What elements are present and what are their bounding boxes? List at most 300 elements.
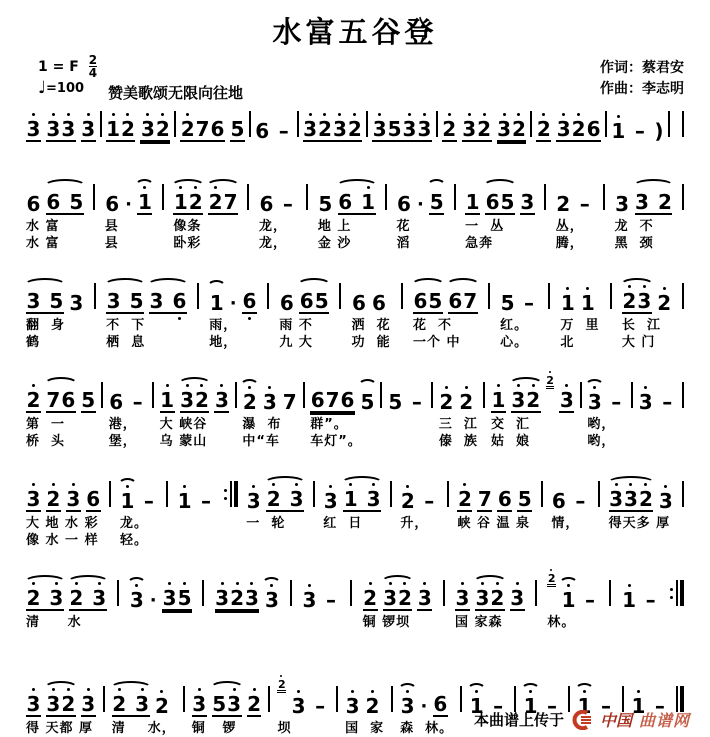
note-digit: 6: [497, 487, 512, 511]
lyric-row: 国 家森: [455, 615, 503, 630]
music-line: [26, 181, 684, 252]
measure-notes: [112, 683, 170, 720]
lyric-row: 滔: [396, 236, 411, 251]
measure: [177, 478, 215, 549]
dash-extension: –: [600, 694, 611, 718]
note-digit: 2: [277, 678, 286, 691]
note-group: [465, 192, 480, 215]
note-digit: 3: [92, 586, 107, 610]
lyric-row: 轻。: [119, 533, 148, 548]
note-digit: 3: [455, 586, 470, 610]
note-group: [397, 194, 412, 215]
measure: [556, 181, 594, 252]
note-digit: 2: [230, 586, 245, 610]
measure: [622, 577, 660, 631]
note-digit: 2: [112, 692, 127, 716]
note-group: [311, 696, 329, 717]
barline: [609, 580, 611, 606]
note-digit: 2: [155, 694, 169, 718]
lyric-row: 功 能: [351, 335, 391, 350]
measure: [302, 577, 340, 631]
lyric-row: 得天多 厚: [608, 516, 671, 531]
note-group: [556, 119, 601, 142]
note-group: [457, 489, 472, 512]
note-group: [282, 392, 297, 413]
note-group: [192, 694, 207, 717]
measure-notes: [105, 181, 153, 218]
note-digit: 2: [61, 692, 76, 716]
note-group: [520, 192, 535, 215]
measure: [560, 280, 599, 351]
measure-notes: [372, 108, 432, 145]
barline: [603, 184, 605, 210]
note-group: [214, 390, 229, 413]
measure: [26, 280, 84, 351]
note-digit: 2: [556, 192, 571, 216]
note-digit: 1: [631, 694, 646, 718]
note-digit: 7: [477, 487, 492, 511]
note-group: [247, 694, 262, 717]
measure: [455, 577, 525, 631]
dash-extension: –: [662, 390, 673, 414]
song-subtitle: 赞美歌颂无限向往地: [108, 84, 244, 102]
note-group: [388, 392, 403, 413]
measure: [277, 678, 329, 737]
note-digit: 2: [657, 190, 672, 214]
note-group: [439, 392, 454, 413]
measure-notes: [491, 374, 574, 416]
barline: [610, 283, 612, 309]
barline: [391, 686, 393, 712]
barline: [380, 382, 382, 408]
measure: [303, 108, 363, 145]
lyric-row: 洒 花: [351, 318, 391, 333]
measure-notes: [611, 108, 664, 145]
measure-notes: [173, 181, 238, 218]
upload-text: 本曲谱上传于: [473, 711, 564, 729]
note-digit: 3: [497, 117, 511, 141]
note-digit: 6: [46, 190, 61, 214]
measure: [465, 181, 535, 252]
note-digit: 2: [247, 692, 261, 716]
barline: [385, 184, 387, 210]
lyric-row: 卧彩: [173, 236, 202, 251]
measure: [490, 374, 574, 450]
barline: [682, 481, 684, 507]
measure-notes: [26, 280, 84, 317]
note-group: [81, 390, 96, 413]
dash-extension: –: [579, 192, 590, 216]
key-signature: 1 = F: [38, 59, 79, 75]
lyric-row: 不 下: [106, 318, 146, 333]
measure-notes: [26, 181, 84, 218]
note-digit: 6: [397, 192, 411, 216]
note-digit: 3: [61, 117, 76, 141]
note-group: [475, 588, 505, 611]
note-group: [580, 293, 595, 314]
lyric-row: 长 江: [621, 318, 661, 333]
note-group: [654, 121, 664, 142]
lyric-row: 港，: [108, 417, 137, 432]
music-score: [0, 108, 710, 737]
note-group: [266, 489, 304, 512]
note-digit: 5: [314, 289, 329, 313]
measure-notes: [442, 108, 527, 145]
note-group: [26, 588, 64, 611]
note-group: [81, 694, 96, 717]
note-group: [400, 491, 415, 512]
barline: [548, 283, 550, 309]
note-group: [302, 590, 317, 611]
augmentation-dot: ·: [125, 194, 132, 215]
note-group: [615, 194, 630, 215]
lyric-row: 交 汇: [490, 417, 531, 432]
note-group: [517, 489, 532, 512]
note-digit: 6: [352, 291, 366, 315]
note-digit: 2: [266, 487, 281, 511]
measure: [26, 108, 96, 145]
note-group: [497, 489, 512, 512]
note-digit: 7: [325, 388, 340, 412]
note-group: [160, 390, 175, 413]
song-title: 水富五谷登: [272, 15, 438, 49]
note-digit: 3: [192, 692, 207, 716]
lyric-row: 情，: [551, 516, 580, 531]
note-group: [318, 194, 333, 215]
note-group: [69, 588, 107, 611]
measure-notes: [177, 478, 215, 515]
dash-extension: –: [634, 119, 645, 143]
barline: [162, 184, 164, 210]
note-digit: 5: [360, 390, 375, 414]
measure-notes: [129, 577, 192, 614]
note-group: [173, 192, 203, 215]
measure-notes: [363, 577, 433, 614]
note-group: [86, 489, 101, 512]
measure-notes: [209, 280, 257, 317]
note-group: [442, 119, 457, 142]
note-digit: 3: [46, 117, 61, 141]
note-digit: 1: [611, 119, 626, 143]
barline: [290, 580, 292, 606]
note-digit: 1: [209, 291, 224, 315]
barline: [390, 481, 392, 507]
lyric-row: 万 里: [560, 318, 600, 333]
note-group: [576, 194, 594, 215]
note-digit: 1: [491, 388, 506, 412]
measure: [246, 478, 304, 549]
dash-extension: –: [424, 489, 435, 513]
note-digit: 6: [433, 692, 448, 716]
note-group: [105, 194, 120, 215]
note-group: [46, 489, 61, 512]
tempo-marking: ♩ =100: [38, 78, 85, 98]
note-group: [556, 194, 571, 215]
barline: [431, 382, 433, 408]
lyric-row: 水 富: [26, 236, 60, 251]
note-digit: 2: [26, 388, 41, 412]
note-digit: 3: [345, 694, 360, 718]
measure-notes: [587, 379, 625, 416]
note-digit: 3: [372, 117, 387, 141]
repeat-dots: [224, 489, 227, 500]
note-group: [500, 293, 515, 314]
note-group: [310, 390, 355, 413]
note-group: [622, 291, 652, 314]
note-digit: 6: [86, 487, 101, 511]
measure: [547, 572, 599, 631]
note-digit: 6: [551, 489, 566, 513]
note-group: [230, 119, 245, 142]
note-digit: 1: [469, 694, 484, 718]
note-group: [46, 694, 76, 717]
note-digit: 1: [137, 190, 152, 214]
measure: [536, 108, 601, 145]
note-digit: 3: [26, 289, 41, 313]
measure-notes: [455, 577, 525, 614]
lyric-row: 三 江: [438, 417, 478, 432]
note-digit: 7: [46, 388, 61, 412]
note-digit: 3: [323, 489, 338, 513]
note-digit: 2: [439, 390, 454, 414]
lyric-row: 一 丛: [465, 219, 505, 234]
note-group: [561, 590, 576, 611]
lyric-row: 国 家: [345, 721, 385, 736]
note-group: [491, 390, 506, 413]
lyric-row: 哟，: [587, 417, 616, 432]
lyric-row: 一个 中: [413, 335, 461, 350]
note-digit: 2: [188, 190, 203, 214]
lyric-row: 龙 不: [614, 219, 654, 234]
note-group: [658, 491, 673, 512]
measure: [26, 379, 96, 450]
note-group: [408, 392, 426, 413]
lyric-row: 龙，: [258, 236, 287, 251]
note-group: [46, 390, 76, 413]
barline: [401, 283, 403, 309]
measure-notes: [551, 478, 589, 515]
lyric-row: 龙。: [119, 516, 148, 531]
lyric-row: 中“车: [242, 434, 280, 449]
note-digit: 1: [160, 388, 175, 412]
lyric-row: 栖 息: [106, 335, 146, 350]
note-digit: 5: [49, 289, 64, 313]
measure-notes: [323, 478, 381, 515]
note-group: [571, 491, 589, 512]
barline: [443, 580, 445, 606]
note-digit: 6: [485, 190, 500, 214]
measure: [106, 280, 187, 351]
note-group: [343, 489, 381, 512]
note-group: [26, 194, 41, 215]
measure: [609, 478, 674, 549]
measure-notes: [310, 379, 375, 416]
barline: [631, 382, 633, 408]
note-digit: 3: [66, 487, 81, 511]
lyric-row: 林。: [547, 615, 576, 630]
barline: [303, 382, 305, 408]
note-group: [448, 291, 478, 314]
measure-notes: [439, 379, 474, 416]
note-digit: 2: [511, 117, 526, 141]
measure: [345, 683, 384, 737]
lyric-row: 大 地 水 彩: [26, 516, 99, 531]
lyric-row: 黑 颈: [614, 236, 654, 251]
barline: [268, 686, 270, 712]
barline: [454, 184, 456, 210]
measure: [400, 478, 438, 549]
barline: [336, 686, 338, 712]
dash-extension: –: [645, 588, 656, 612]
note-digit: 3: [26, 692, 41, 716]
lyric-row: 群”。: [310, 417, 348, 432]
note-digit: 3: [264, 588, 279, 612]
note-group: [413, 291, 443, 314]
note-group: [112, 694, 150, 717]
note-digit: 5: [387, 117, 402, 141]
measure-notes: [26, 577, 107, 614]
lyric-row: 大 门: [621, 335, 656, 350]
sheet-header: [0, 10, 710, 108]
note-group: [609, 489, 654, 512]
note-digit: 3: [245, 586, 259, 610]
lyric-row: 第 一: [26, 417, 66, 432]
measure: [457, 478, 532, 549]
note-group: [155, 696, 170, 717]
music-line: [26, 374, 684, 450]
note-digit: 6: [259, 192, 274, 216]
dash-extension: –: [143, 489, 154, 513]
note-digit: 2: [459, 390, 474, 414]
note-digit: 2: [69, 586, 84, 610]
lyric-row: 花 不: [413, 318, 453, 333]
measure-notes: [500, 280, 538, 317]
note-digit: 6: [172, 289, 187, 313]
note-digit: 3: [81, 692, 96, 716]
note-digit: 6: [448, 289, 463, 313]
dash-extension: –: [325, 588, 336, 612]
note-digit: 3: [302, 588, 317, 612]
note-digit: 5: [429, 190, 444, 214]
note-digit: 6: [255, 119, 270, 143]
lyricist-credit: 作词：蔡君安: [600, 60, 684, 76]
note-digit: 3: [227, 692, 242, 716]
measure: [372, 108, 432, 145]
barline: [247, 184, 249, 210]
note-digit: 7: [195, 117, 210, 141]
note-digit: 7: [463, 289, 478, 313]
note-digit: 3: [475, 586, 490, 610]
measure: [259, 181, 297, 252]
measure: [106, 108, 171, 145]
lyric-row: 像条: [173, 219, 202, 234]
note-group: [81, 119, 96, 142]
note-digit: 6: [242, 289, 257, 313]
note-group: [299, 291, 329, 314]
measure-notes: [26, 478, 101, 515]
note-digit: 3: [140, 117, 155, 141]
lyric-row: 县: [104, 219, 119, 234]
note-group: [109, 392, 124, 413]
note-group: [137, 192, 152, 215]
note-digit: 3: [180, 388, 195, 412]
note-digit: 5: [428, 289, 443, 313]
barline-repeat: [670, 580, 684, 606]
note-digit: 6: [299, 289, 314, 313]
barline: [183, 686, 185, 712]
site-name-part2: 曲谱网: [638, 711, 690, 730]
lyric-row: 水 富: [26, 219, 60, 234]
measure-notes: [622, 280, 672, 317]
barline: [682, 184, 684, 210]
note-digit: 3: [106, 289, 121, 313]
note-group: [106, 119, 136, 142]
note-group: [657, 293, 672, 314]
note-group: [162, 588, 192, 611]
measure-notes: [106, 280, 187, 317]
note-group: [46, 119, 76, 142]
lyric-row: 坝: [277, 721, 292, 736]
note-digit: 5: [81, 388, 96, 412]
barline-double-gap: [668, 111, 684, 137]
note-group: [551, 491, 566, 512]
measure: [160, 379, 230, 450]
measure-notes: [303, 108, 363, 145]
note-digit: 1: [343, 487, 358, 511]
barline: [100, 111, 102, 137]
lyric-row: 翻 身: [26, 318, 66, 333]
grace-note: [277, 679, 286, 693]
note-digit: 3: [26, 117, 41, 141]
note-group: [642, 590, 660, 611]
note-digit: 3: [383, 586, 397, 610]
note-group: [459, 392, 474, 413]
note-digit: 5: [388, 390, 403, 414]
measure-notes: [465, 181, 535, 218]
dash-extension: –: [315, 694, 326, 718]
note-digit: 3: [291, 694, 306, 718]
note-group: [581, 590, 599, 611]
lyric-row: 雨 不: [279, 318, 313, 333]
note-group: [338, 192, 376, 215]
note-digit: 5: [230, 117, 245, 141]
dash-extension: –: [547, 694, 558, 718]
lyric-row: 雨，: [209, 318, 238, 333]
note-digit: 3: [26, 487, 41, 511]
note-digit: 5: [517, 487, 532, 511]
note-group: [26, 694, 41, 717]
barline: [202, 580, 204, 606]
lyric-row: 森 林。: [400, 721, 454, 736]
dash-extension: –: [493, 694, 504, 718]
lyric-row: 堡，: [108, 434, 137, 449]
dash-extension: –: [611, 390, 622, 414]
note-group: [46, 192, 84, 215]
dash-extension: –: [132, 390, 143, 414]
barline: [101, 382, 103, 408]
note-digit: 3: [658, 489, 673, 513]
note-digit: 3: [303, 117, 318, 141]
barline: [460, 686, 462, 712]
note-digit: 1: [106, 117, 121, 141]
dash-extension: –: [575, 489, 586, 513]
measure-notes: [242, 379, 297, 416]
measure-notes: [638, 379, 676, 416]
note-group: [560, 293, 575, 314]
note-digit: 1: [523, 694, 538, 718]
lyric-row: 乌 蒙山: [159, 434, 208, 449]
measure-notes: [160, 379, 230, 416]
